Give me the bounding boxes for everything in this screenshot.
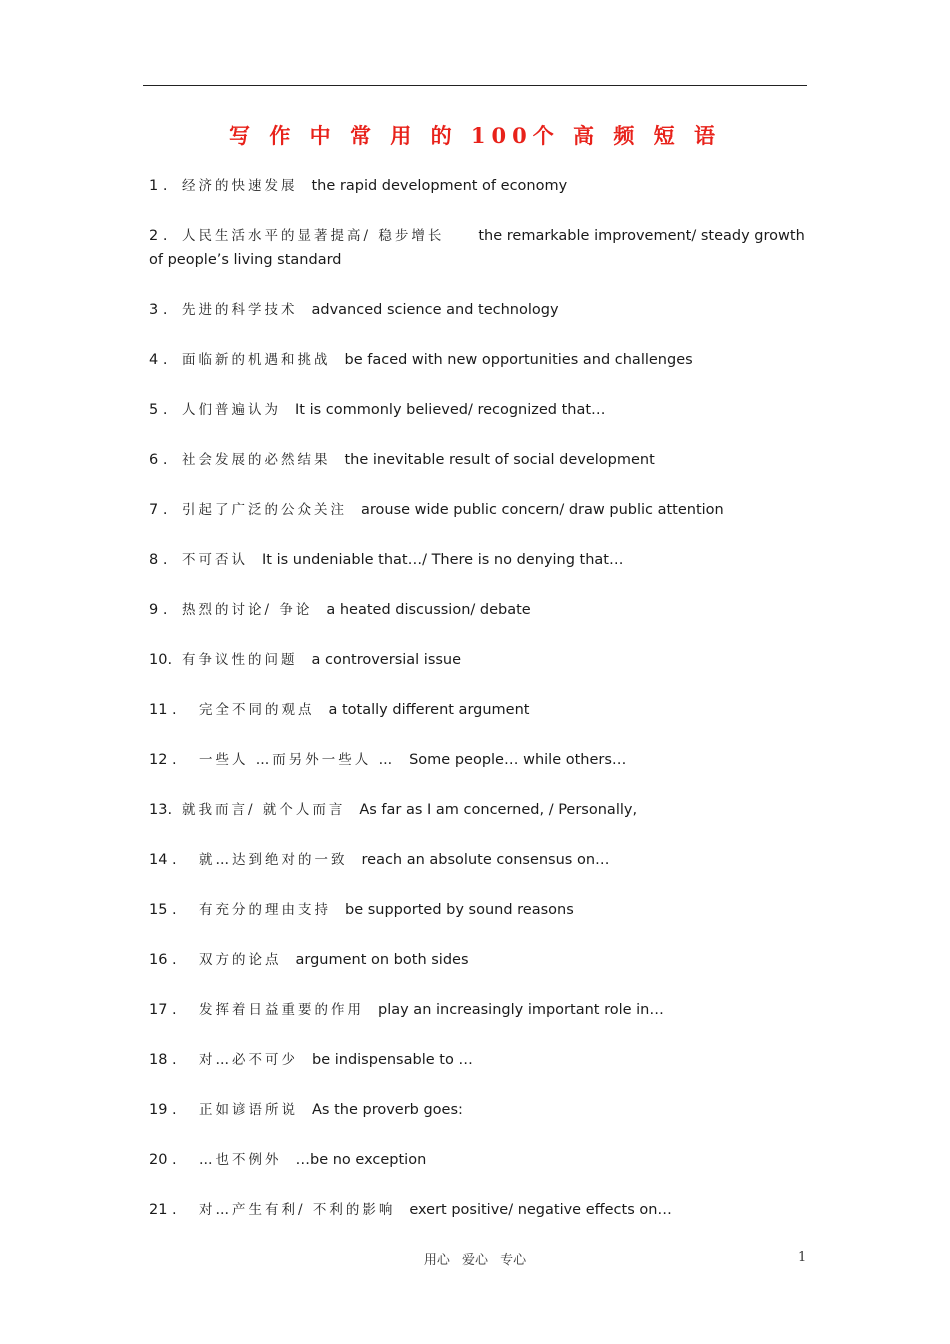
list-item bbox=[149, 1198, 809, 1222]
entry-chinese: 人们普遍认为 bbox=[182, 402, 281, 418]
entry-english: the inevitable result of social development bbox=[344, 452, 655, 468]
list-item bbox=[149, 1098, 809, 1122]
entry-number: 14 . bbox=[149, 852, 177, 868]
entry-english: be faced with new opportunities and challenges bbox=[344, 352, 693, 368]
page-footer: 用心 爱心 专心 bbox=[423, 1253, 527, 1268]
entry-english: Some people… while others… bbox=[409, 752, 627, 768]
entry-chinese: 先进的科学技术 bbox=[182, 302, 298, 318]
list-item bbox=[149, 798, 809, 822]
entry-chinese: 发挥着日益重要的作用 bbox=[199, 1002, 364, 1018]
list-item bbox=[149, 1048, 809, 1072]
entry-chinese: 就…达到绝对的一致 bbox=[199, 852, 348, 868]
entry-number: 4 . bbox=[149, 352, 168, 368]
page-number: 1 bbox=[798, 1250, 807, 1265]
phrase-list bbox=[149, 174, 809, 1248]
entry-english: a controversial issue bbox=[311, 652, 462, 668]
list-item bbox=[149, 1148, 809, 1172]
entry-chinese: 热烈的讨论/ 争论 bbox=[182, 602, 313, 618]
list-item bbox=[149, 748, 809, 772]
page-title: 写 作 中 常 用 的 100个 高 频 短 语 bbox=[229, 123, 721, 148]
entry-chinese: 人民生活水平的显著提高/ 稳步增长 bbox=[182, 228, 445, 244]
entry-english: a heated discussion/ debate bbox=[326, 602, 531, 618]
entry-english: reach an absolute consensus on… bbox=[361, 852, 610, 868]
entry-number: 21 . bbox=[149, 1202, 177, 1218]
entry-number: 3 . bbox=[149, 302, 168, 318]
list-item bbox=[149, 948, 809, 972]
entry-number: 19 . bbox=[149, 1102, 177, 1118]
entry-chinese: 就我而言/ 就个人而言 bbox=[182, 802, 346, 818]
entry-number: 11 . bbox=[149, 702, 177, 718]
entry-english: be indispensable to … bbox=[312, 1052, 473, 1068]
entry-number: 16 . bbox=[149, 952, 177, 968]
list-item bbox=[149, 398, 809, 422]
entry-chinese: 一些人 …而另外一些人 … bbox=[199, 752, 396, 768]
list-item bbox=[149, 898, 809, 922]
entry-chinese: 有充分的理由支持 bbox=[199, 902, 331, 918]
entry-english: exert positive/ negative effects on… bbox=[409, 1202, 672, 1218]
list-item bbox=[149, 448, 809, 472]
entry-chinese: 有争议性的问题 bbox=[182, 652, 298, 668]
list-item bbox=[149, 998, 809, 1022]
entry-chinese: 对…必不可少 bbox=[199, 1052, 298, 1068]
entry-chinese: 正如谚语所说 bbox=[199, 1102, 298, 1118]
entry-english: play an increasingly important role in… bbox=[378, 1002, 664, 1018]
entry-chinese: 双方的论点 bbox=[199, 952, 282, 968]
list-item bbox=[149, 548, 809, 572]
header-rule bbox=[143, 85, 807, 86]
entry-number: 13. bbox=[149, 802, 173, 818]
entry-number: 15 . bbox=[149, 902, 177, 918]
entry-number: 1 . bbox=[149, 178, 168, 194]
entry-number: 20 . bbox=[149, 1152, 177, 1168]
entry-english: the remarkable improvement/ steady growth of people’s living standard bbox=[149, 228, 805, 268]
entry-english: It is undeniable that…/ There is no denying that… bbox=[262, 552, 624, 568]
list-item bbox=[149, 224, 809, 272]
entry-english: As the proverb goes: bbox=[312, 1102, 463, 1118]
list-item bbox=[149, 498, 809, 522]
entry-english: the rapid development of economy bbox=[311, 178, 568, 194]
entry-english: advanced science and technology bbox=[311, 302, 559, 318]
entry-chinese: 引起了广泛的公众关注 bbox=[182, 502, 347, 518]
entry-chinese: 完全不同的观点 bbox=[199, 702, 315, 718]
entry-english: argument on both sides bbox=[295, 952, 469, 968]
entry-number: 5 . bbox=[149, 402, 168, 418]
entry-chinese: 社会发展的必然结果 bbox=[182, 452, 331, 468]
entry-english: It is commonly believed/ recognized that… bbox=[295, 402, 606, 418]
entry-number: 2 . bbox=[149, 228, 168, 244]
list-item bbox=[149, 648, 809, 672]
entry-chinese: 不可否认 bbox=[182, 552, 248, 568]
list-item bbox=[149, 348, 809, 372]
list-item bbox=[149, 298, 809, 322]
entry-number: 9 . bbox=[149, 602, 168, 618]
entry-number: 7 . bbox=[149, 502, 168, 518]
entry-number: 10. bbox=[149, 652, 173, 668]
list-item bbox=[149, 598, 809, 622]
entry-english: …be no exception bbox=[295, 1152, 427, 1168]
entry-chinese: …也不例外 bbox=[199, 1152, 282, 1168]
entry-chinese: 面临新的机遇和挑战 bbox=[182, 352, 331, 368]
entry-chinese: 对…产生有利/ 不利的影响 bbox=[199, 1202, 396, 1218]
entry-english: a totally different argument bbox=[328, 702, 530, 718]
entry-number: 12 . bbox=[149, 752, 177, 768]
list-item bbox=[149, 698, 809, 722]
list-item bbox=[149, 174, 809, 198]
entry-number: 6 . bbox=[149, 452, 168, 468]
entry-number: 17 . bbox=[149, 1002, 177, 1018]
entry-chinese: 经济的快速发展 bbox=[182, 178, 298, 194]
entry-english: As far as I am concerned, / Personally, bbox=[359, 802, 638, 818]
entry-english: arouse wide public concern/ draw public attention bbox=[361, 502, 724, 518]
entry-english: be supported by sound reasons bbox=[345, 902, 574, 918]
entry-number: 8 . bbox=[149, 552, 168, 568]
entry-number: 18 . bbox=[149, 1052, 177, 1068]
list-item bbox=[149, 848, 809, 872]
